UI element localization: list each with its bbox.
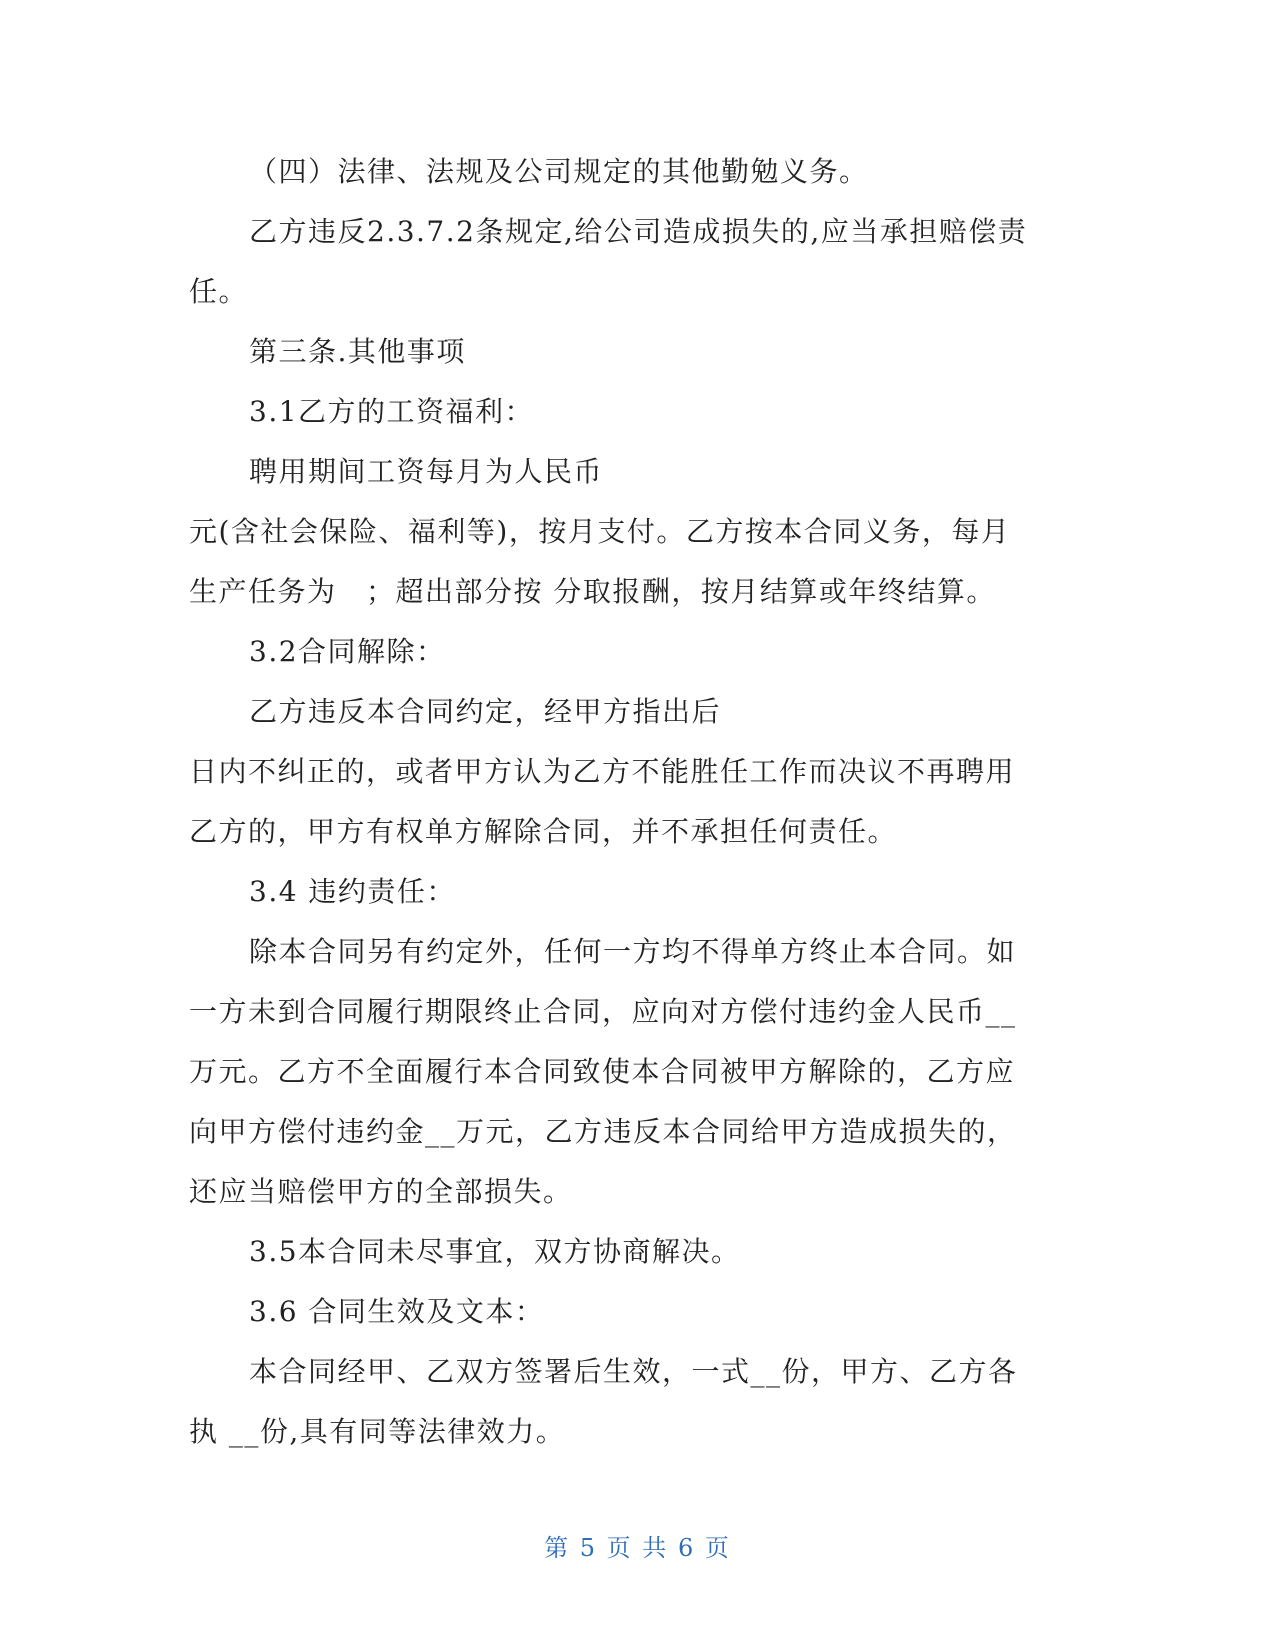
text-line: 除本合同另有约定外，任何一方均不得单方终止本合同。如 — [249, 935, 1017, 968]
text-line: 聘用期间工资每月为人民币 — [249, 455, 604, 488]
text-line: 日内不纠正的，或者甲方认为乙方不能胜任工作而决议不再聘用 — [189, 755, 1016, 788]
document-body — [189, 142, 1069, 1462]
section-heading: 第三条.其他事项 — [249, 335, 466, 368]
clause-heading: 3.4 违约责任： — [249, 875, 456, 908]
text-line: 乙方违反本合同约定，经甲方指出后 — [249, 695, 722, 728]
text-line: 任。 — [189, 275, 249, 308]
page-number-footer: 第 5 页 共 6 页 — [544, 1534, 731, 1562]
text-line: 执 __份,具有同等法律效力。 — [189, 1415, 566, 1448]
text-line: 元(含社会保险、福利等)，按月支付。乙方按本合同义务，每月 — [189, 515, 1011, 548]
clause-heading: 3.6 合同生效及文本： — [249, 1295, 545, 1328]
text-line: 向甲方偿付违约金__万元，乙方违反本合同给甲方造成损失的， — [189, 1115, 1017, 1148]
clause-heading: 3.1乙方的工资福利： — [249, 395, 535, 428]
clause-heading: 3.5本合同未尽事宜，双方协商解决。 — [249, 1235, 741, 1268]
clause-heading: 3.2合同解除： — [249, 635, 446, 668]
text-line: （四）法律、法规及公司规定的其他勤勉义务。 — [249, 155, 869, 188]
text-line: 生产任务为 ；超出部分按 分取报酬，按月结算或年终结算。 — [189, 575, 996, 608]
text-line: 乙方违反2.3.7.2条规定,给公司造成损失的,应当承担赔偿责 — [249, 215, 1028, 248]
text-line: 万元。乙方不全面履行本合同致使本合同被甲方解除的，乙方应 — [189, 1055, 1016, 1088]
text-line: 还应当赔偿甲方的全部损失。 — [189, 1175, 573, 1208]
text-line: 乙方的，甲方有权单方解除合同，并不承担任何责任。 — [189, 815, 898, 848]
text-line: 一方未到合同履行期限终止合同，应向对方偿付违约金人民币__ — [189, 995, 1017, 1028]
text-line: 本合同经甲、乙双方签署后生效，一式__份，甲方、乙方各 — [249, 1355, 1018, 1388]
